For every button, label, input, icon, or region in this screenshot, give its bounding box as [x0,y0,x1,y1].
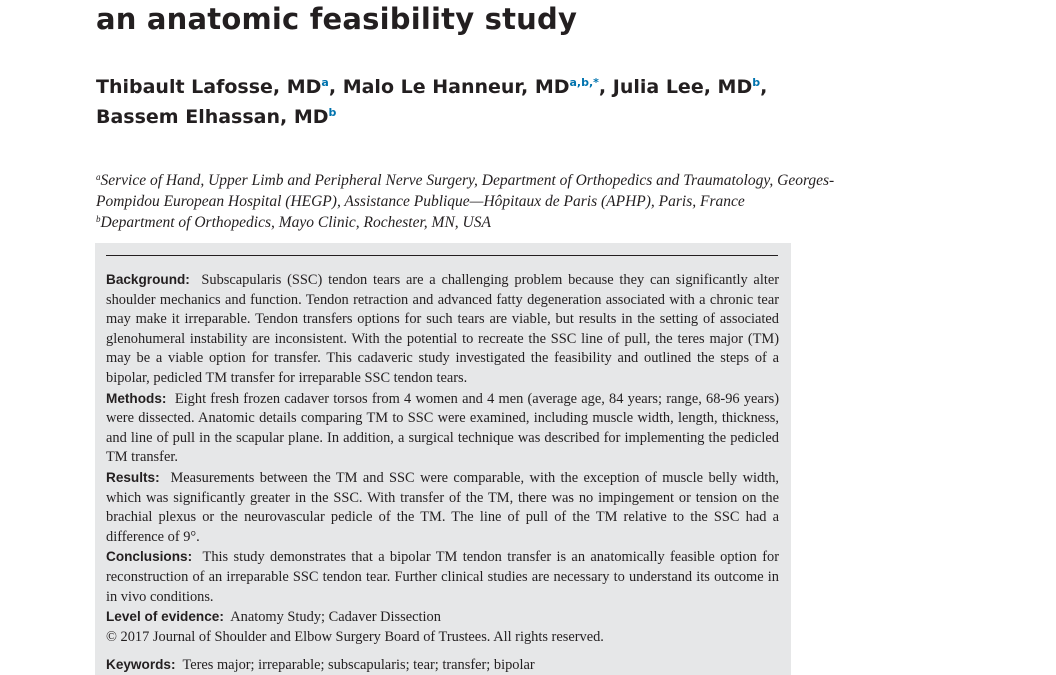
affiliation-mark: b [96,214,101,224]
author-separator: , [760,76,768,98]
abstract-methods [106,389,779,468]
author-name: Thibault Lafosse, MD [96,76,322,98]
copyright-notice: © 2017 Journal of Shoulder and Elbow Surgery Board of Trustees. All rights reserved. [106,628,604,645]
author-list [96,72,767,132]
section-label: Background: [106,272,190,287]
section-text: This study demonstrates that a bipolar TM tendon transfer is an anatomically feasible option for reconstruction of an irreparable SSC tendon tear. Further clinical studies are necessary to understand its outcome in in vivo conditions. [106,549,780,605]
author-line-1 [96,72,767,102]
section-label: Results: [106,469,160,485]
author-name: Malo Le Hanneur, MD [342,76,570,98]
author-name: Bassem Elhassan, MD [96,106,329,128]
author-name: Julia Lee, MD [612,76,753,98]
author-separator: , [598,76,613,98]
affiliation-a-cont: Pompidou European Hospital (HEGP), Assistance Publique—Hôpitaux de Paris (APHP), Paris, France [96,193,745,210]
affiliation-b-line: Department of Orthopedics, Mayo Clinic, Rochester, MN, USA [100,214,491,231]
abstract [106,270,779,675]
section-text: Measurements between the TM and SSC were comparable, with the exception of muscle belly width, which was significantly greater in the SSC. With transfer of the TM, there was no impingement or tension on the brachial plexus or the neurovascular pedicle of the TM. The line of pull of the TM relative to the SSC had a difference of 9°. [106,469,780,545]
section-text: Subscapularis (SSC) tendon tears are a challenging problem because they can significantly alter shoulder mechanics and function. Tendon retraction and advanced fatty degeneration associated with a chronic tear may make it irreparable. Tendon transfers options for such tears are viable, but results in the setting of associated glenohumeral instability are inconsistent. With the potential to recreate the SSC line of pull, the teres major (TM) may be a viable option for transfer. This cadaveric study investigated the feasibility and outlined the steps of a bipolar, pedicled TM transfer for irreparable SSC tendon tears. [106,272,779,386]
abstract-level-of-evidence [106,607,779,628]
affiliation-mark: a [96,172,101,182]
abstract-divider [106,255,778,256]
affiliation-b [96,212,946,233]
section-text: Eight fresh frozen cadaver torsos from 4 women and 4 men (average age, 84 years; range, 68-96 years) were dissected. Anatomic details comparing TM to SSC were examined, including muscle width, length, thickness, and line of pull in the scapular plane. In addition, a surgical technique was described for implementing the pedicled TM transfer. [106,390,780,466]
abstract-background [106,270,779,389]
author-separator: , [328,76,343,98]
keywords-text: Teres major; irreparable; subscapularis; tear; transfer; bipolar [182,657,535,674]
abstract-results [106,468,779,547]
section-label: Methods: [106,390,167,406]
author-affiliation-mark[interactable]: a,b,* [569,76,599,89]
paper-title: an anatomic feasibility study [96,2,578,36]
section-label: Keywords: [106,657,176,673]
abstract-keywords [106,655,779,675]
affiliations [96,170,946,233]
author-affiliation-mark[interactable]: a [321,76,329,89]
section-label: Conclusions: [106,549,193,565]
affiliation-a-line-1: Service of Hand, Upper Limb and Peripheral Nerve Surgery, Department of Orthopedics and Traumatology, Georges- [100,172,835,189]
section-text: Anatomy Study; Cadaver Dissection [230,609,441,626]
author-affiliation-mark[interactable]: b [328,106,337,119]
section-label: Level of evidence: [106,609,224,625]
affiliation-a [96,170,946,191]
abstract-conclusions [106,547,779,607]
author-line-2 [96,102,767,132]
author-affiliation-mark[interactable]: b [752,76,761,89]
